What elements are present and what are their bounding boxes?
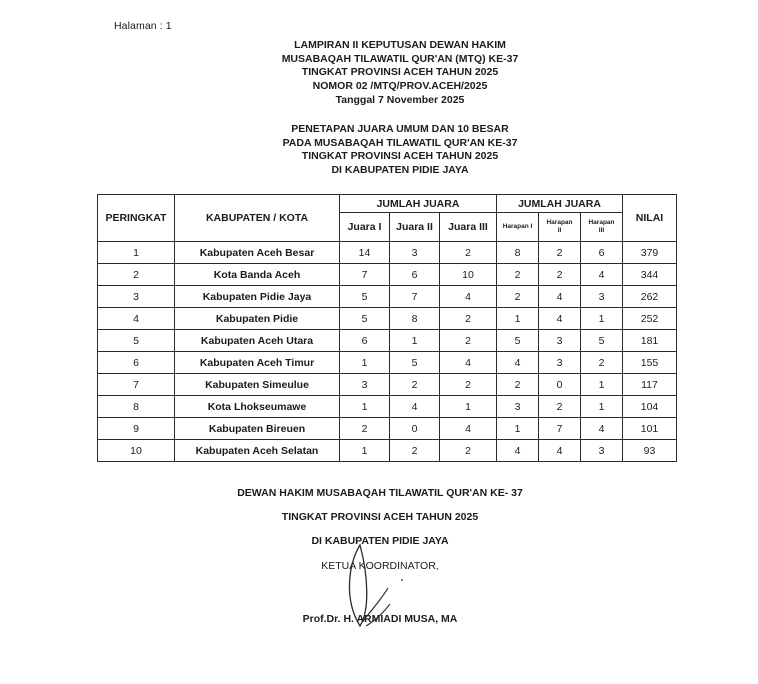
cell-juara-1: 7 <box>340 264 390 286</box>
cell-juara-1: 5 <box>340 308 390 330</box>
header-harapan-2-line2: II <box>557 227 562 234</box>
cell-harapan-3: 2 <box>581 352 623 374</box>
cell-juara-2: 8 <box>390 308 440 330</box>
cell-juara-3: 4 <box>440 418 497 440</box>
cell-rank: 8 <box>98 396 175 418</box>
table-row <box>98 242 677 264</box>
cell-harapan-3: 3 <box>581 440 623 462</box>
header-group-harapan: JUMLAH JUARA <box>497 195 623 213</box>
table-row <box>98 440 677 462</box>
cell-harapan-2: 4 <box>539 308 581 330</box>
header-region: KABUPATEN / KOTA <box>175 195 340 242</box>
cell-region: Kabupaten Aceh Timur <box>175 352 340 374</box>
cell-juara-2: 6 <box>390 264 440 286</box>
table-row <box>98 418 677 440</box>
table-body <box>98 242 677 462</box>
subheader-line: PENETAPAN JUARA UMUM DAN 10 BESAR <box>291 123 509 135</box>
cell-harapan-1: 2 <box>497 374 539 396</box>
cell-harapan-3: 4 <box>581 418 623 440</box>
table-row <box>98 308 677 330</box>
footer-org-line: DI KABUPATEN PIDIE JAYA <box>311 535 449 547</box>
header-harapan-2 <box>539 213 581 242</box>
cell-rank: 3 <box>98 286 175 308</box>
cell-score: 252 <box>623 308 677 330</box>
cell-score: 344 <box>623 264 677 286</box>
cell-harapan-3: 1 <box>581 374 623 396</box>
cell-juara-1: 1 <box>340 440 390 462</box>
cell-score: 93 <box>623 440 677 462</box>
cell-region: Kabupaten Aceh Utara <box>175 330 340 352</box>
cell-juara-3: 4 <box>440 352 497 374</box>
cell-harapan-2: 3 <box>539 330 581 352</box>
cell-harapan-2: 4 <box>539 286 581 308</box>
cell-juara-1: 6 <box>340 330 390 352</box>
cell-juara-3: 2 <box>440 242 497 264</box>
header-harapan-3-line2: III <box>598 227 605 234</box>
cell-score: 379 <box>623 242 677 264</box>
cell-juara-3: 2 <box>440 374 497 396</box>
subheader-line: PADA MUSABAQAH TILAWATIL QUR'AN KE-37 <box>282 136 518 149</box>
table-row <box>98 264 677 286</box>
cell-region: Kabupaten Bireuen <box>175 418 340 440</box>
document-subheader <box>180 123 620 178</box>
cell-region: Kabupaten Pidie <box>175 308 340 330</box>
cell-juara-3: 2 <box>440 440 497 462</box>
cell-harapan-1: 8 <box>497 242 539 264</box>
cell-score: 181 <box>623 330 677 352</box>
cell-juara-1: 3 <box>340 374 390 396</box>
header-harapan-3-line1: Harapan <box>588 219 615 226</box>
cell-region: Kabupaten Pidie Jaya <box>175 286 340 308</box>
cell-harapan-1: 1 <box>497 308 539 330</box>
cell-rank: 5 <box>98 330 175 352</box>
cell-juara-1: 2 <box>340 418 390 440</box>
footer-signatory: Prof.Dr. H. ARMIADI MUSA, MA <box>302 613 458 625</box>
header-line: MUSABAQAH TILAWATIL QUR'AN (MTQ) KE-37 <box>281 52 519 65</box>
cell-harapan-1: 4 <box>497 440 539 462</box>
cell-harapan-3: 3 <box>581 286 623 308</box>
table-row <box>98 396 677 418</box>
cell-harapan-1: 3 <box>497 396 539 418</box>
cell-juara-2: 1 <box>390 330 440 352</box>
cell-score: 155 <box>623 352 677 374</box>
cell-harapan-3: 5 <box>581 330 623 352</box>
cell-region: Kabupaten Aceh Selatan <box>175 440 340 462</box>
cell-harapan-3: 6 <box>581 242 623 264</box>
cell-rank: 10 <box>98 440 175 462</box>
cell-harapan-3: 1 <box>581 308 623 330</box>
document-header <box>180 39 620 108</box>
table-row <box>98 330 677 352</box>
results-table <box>97 194 677 462</box>
cell-harapan-1: 2 <box>497 286 539 308</box>
cell-harapan-2: 4 <box>539 440 581 462</box>
header-harapan-3 <box>581 213 623 242</box>
cell-harapan-3: 1 <box>581 396 623 418</box>
cell-juara-2: 2 <box>390 440 440 462</box>
header-harapan-1: Harapan I <box>497 213 539 242</box>
table-row <box>98 374 677 396</box>
cell-score: 117 <box>623 374 677 396</box>
header-score: NILAI <box>623 195 677 242</box>
footer-org-line: DEWAN HAKIM MUSABAQAH TILAWATIL QUR'AN KE- 37 <box>237 487 523 499</box>
header-date: Tanggal 7 November 2025 <box>335 93 465 106</box>
header-harapan-2-line1: Harapan <box>546 219 573 226</box>
cell-rank: 2 <box>98 264 175 286</box>
cell-region: Kabupaten Simeulue <box>175 374 340 396</box>
cell-juara-3: 2 <box>440 330 497 352</box>
cell-juara-2: 4 <box>390 396 440 418</box>
handwritten-signature <box>330 540 420 630</box>
header-juara-1: Juara I <box>340 213 390 242</box>
header-rank: PERINGKAT <box>98 195 175 242</box>
cell-region: Kabupaten Aceh Besar <box>175 242 340 264</box>
cell-score: 262 <box>623 286 677 308</box>
header-juara-2: Juara II <box>390 213 440 242</box>
cell-rank: 7 <box>98 374 175 396</box>
cell-juara-3: 4 <box>440 286 497 308</box>
cell-region: Kota Lhokseumawe <box>175 396 340 418</box>
cell-harapan-2: 3 <box>539 352 581 374</box>
subheader-line: TINGKAT PROVINSI ACEH TAHUN 2025 <box>301 150 499 163</box>
cell-juara-2: 7 <box>390 286 440 308</box>
cell-harapan-1: 4 <box>497 352 539 374</box>
cell-harapan-2: 2 <box>539 242 581 264</box>
cell-harapan-1: 1 <box>497 418 539 440</box>
cell-juara-1: 1 <box>340 396 390 418</box>
cell-juara-1: 1 <box>340 352 390 374</box>
cell-juara-3: 10 <box>440 264 497 286</box>
cell-juara-2: 3 <box>390 242 440 264</box>
header-juara-3: Juara III <box>440 213 497 242</box>
cell-juara-1: 14 <box>340 242 390 264</box>
header-line: TINGKAT PROVINSI ACEH TAHUN 2025 <box>301 66 499 79</box>
header-group-juara: JUMLAH JUARA <box>340 195 497 213</box>
cell-juara-2: 5 <box>390 352 440 374</box>
cell-harapan-1: 5 <box>497 330 539 352</box>
cell-harapan-2: 0 <box>539 374 581 396</box>
cell-juara-2: 0 <box>390 418 440 440</box>
cell-juara-3: 1 <box>440 396 497 418</box>
cell-harapan-2: 7 <box>539 418 581 440</box>
cell-harapan-1: 2 <box>497 264 539 286</box>
cell-rank: 1 <box>98 242 175 264</box>
cell-juara-3: 2 <box>440 308 497 330</box>
cell-rank: 4 <box>98 308 175 330</box>
table-row <box>98 286 677 308</box>
cell-score: 104 <box>623 396 677 418</box>
page-number: Halaman : 1 <box>114 20 172 32</box>
footer-org-line: TINGKAT PROVINSI ACEH TAHUN 2025 <box>281 511 479 523</box>
footer-role: KETUA KOORDINATOR, <box>321 560 439 572</box>
cell-rank: 6 <box>98 352 175 374</box>
cell-harapan-3: 4 <box>581 264 623 286</box>
cell-region: Kota Banda Aceh <box>175 264 340 286</box>
cell-harapan-2: 2 <box>539 264 581 286</box>
table-row <box>98 352 677 374</box>
header-line: LAMPIRAN II KEPUTUSAN DEWAN HAKIM <box>294 39 506 51</box>
cell-juara-2: 2 <box>390 374 440 396</box>
header-line: NOMOR 02 /MTQ/PROV.ACEH/2025 <box>312 80 488 93</box>
cell-rank: 9 <box>98 418 175 440</box>
cell-juara-1: 5 <box>340 286 390 308</box>
cell-score: 101 <box>623 418 677 440</box>
cell-harapan-2: 2 <box>539 396 581 418</box>
subheader-line: DI KABUPATEN PIDIE JAYA <box>331 164 469 177</box>
